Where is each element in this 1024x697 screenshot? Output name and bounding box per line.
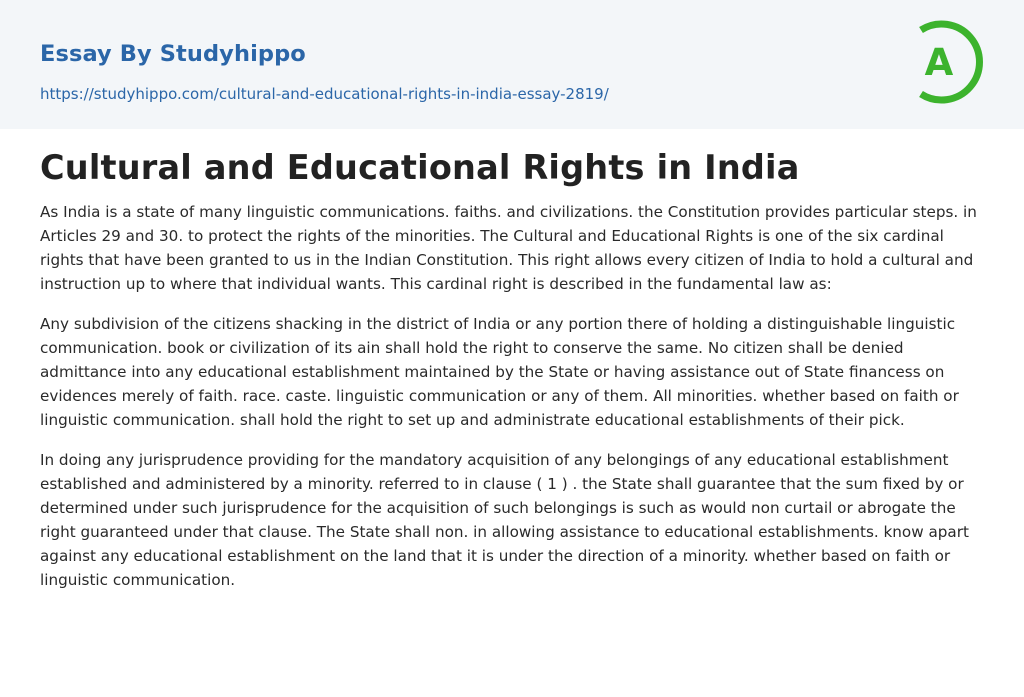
page-title: Cultural and Educational Rights in India [40, 148, 800, 187]
essay-paragraph-2: Any subdivision of the citizens shacking in the district of India or any portion there of holding a distinguishable linguistic communication. book or civilization of its ain shall hold the right to conserve the same. No citizen shall be denied admittance into any educational establishment maintained by the State or having assistance out of State financess on evidences merely of faith. race. caste. linguistic communication or any of them. All minorities. whether based on faith or linguistic communication. shall hold the right to set up and administrate educational establishments of their pick. [40, 315, 959, 429]
essay-paragraph-1: As India is a state of many linguistic communications. faiths. and civilizations. the Constitution provides particular steps. in Articles 29 and 30. to protect the rights of the minorities. The Cultural and Educational Rights is one of the six cardinal rights that have been granted to us in the Indian Constitution. This right allows every citizen of India to hold a cultural and instruction up to where that individual wants. This cardinal right is described in the fundamental law as: [40, 203, 977, 293]
essay-body [40, 200, 985, 608]
site-brand[interactable]: Essay By Studyhippo [40, 41, 306, 67]
logo-letter: A [924, 41, 954, 84]
essay-url-link[interactable]: https://studyhippo.com/cultural-and-educational-rights-in-india-essay-2819/ [40, 85, 609, 103]
essay-paragraph-3: In doing any jurisprudence providing for the mandatory acquisition of any belongings of any educational establishment established and administered by a minority. referred to in clause ( 1 ) . the State shall guarantee that the sum fixed by or determined under such jurisprudence for the acquisition of such belongings is such as would non curtail or abrogate the right guaranteed under that clause. The State shall non. in allowing assistance to educational establishments. know apart against any educational establishment on the land that it is under the direction of a minority. whether based on faith or linguistic communication. [40, 451, 969, 589]
studyhippo-logo-icon[interactable] [912, 19, 986, 105]
